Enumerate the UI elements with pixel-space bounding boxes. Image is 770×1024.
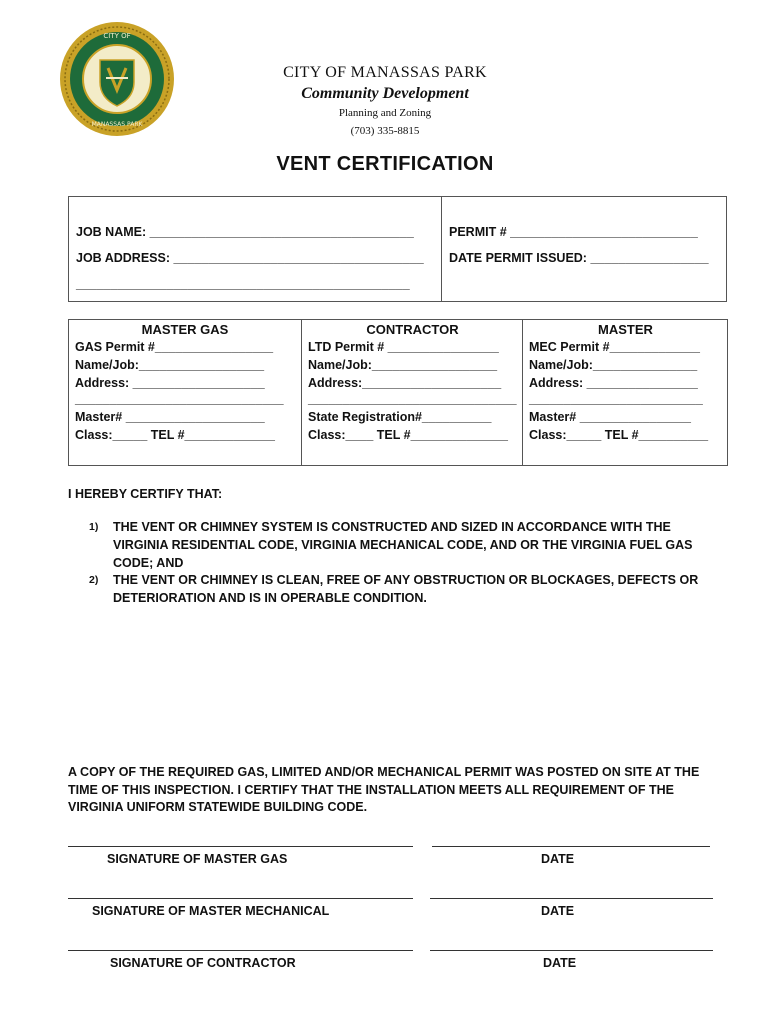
master-gas-class-tel-field[interactable]: Class:_____ TEL #_____________ — [75, 428, 275, 442]
city-name: CITY OF MANASSAS PARK — [283, 64, 487, 81]
signature-line[interactable] — [68, 950, 413, 951]
certify-item-text: THE VENT OR CHIMNEY IS CLEAN, FREE OF ANY OBSTRUCTION OR BLOCKAGES, DEFECTS OR DETERIORATION AND IS IN OPERABLE CONDITION. — [113, 573, 699, 605]
ltd-permit-field[interactable]: LTD Permit # ________________ — [308, 340, 499, 354]
signature-line[interactable] — [68, 898, 413, 899]
job-address-field[interactable]: JOB ADDRESS: ____________________________________ — [76, 251, 424, 265]
gas-permit-field[interactable]: GAS Permit #_________________ — [75, 340, 274, 354]
master-mec-master-number-field[interactable]: Master# ________________ — [529, 410, 691, 424]
master-mec-name-job-field[interactable]: Name/Job:_______________ — [529, 358, 698, 372]
signature-master-gas-label: SIGNATURE OF MASTER GAS — [107, 852, 288, 866]
certify-item-number: 1) — [89, 521, 99, 533]
master-mec-address-field[interactable]: Address: ________________ — [529, 376, 698, 390]
permit-number-field[interactable]: PERMIT # ___________________________ — [449, 225, 698, 239]
signature-line[interactable] — [68, 846, 413, 847]
job-box-divider — [441, 197, 442, 301]
master-gas-master-number-field[interactable]: Master# ____________________ — [75, 410, 265, 424]
master-gas-address-field[interactable]: Address: ___________________ — [75, 376, 265, 390]
certify-item — [89, 571, 719, 607]
master-gas-name-job-field[interactable]: Name/Job:__________________ — [75, 358, 265, 372]
svg-text:CITY OF: CITY OF — [103, 32, 131, 40]
master-gas-address-line2-field[interactable]: ______________________________ — [75, 392, 284, 406]
svg-text:MANASSAS PARK: MANASSAS PARK — [91, 121, 143, 128]
job-name-field[interactable]: JOB NAME: ______________________________________ — [76, 225, 414, 239]
contractor-heading: CONTRACTOR — [366, 322, 459, 337]
date-permit-issued-field[interactable]: DATE PERMIT ISSUED: _________________ — [449, 251, 709, 265]
master-mec-class-tel-field[interactable]: Class:_____ TEL #__________ — [529, 428, 709, 442]
contractor-name-job-field[interactable]: Name/Job:__________________ — [308, 358, 498, 372]
division-name: Planning and Zoning — [338, 107, 432, 119]
date-line[interactable] — [430, 898, 713, 899]
mec-permit-field[interactable]: MEC Permit #_____________ — [529, 340, 700, 354]
job-address-line2-field[interactable]: ________________________________________________ — [76, 277, 410, 291]
signature-master-mechanical-label: SIGNATURE OF MASTER MECHANICAL — [92, 904, 330, 918]
parties-table — [68, 319, 728, 466]
contractor-address-field[interactable]: Address:____________________ — [308, 376, 502, 390]
date-label: DATE — [543, 956, 577, 970]
master-mec-address-line2-field[interactable]: _________________________ — [529, 392, 703, 406]
signature-contractor-label: SIGNATURE OF CONTRACTOR — [110, 956, 296, 970]
certify-intro: I HEREBY CERTIFY THAT: — [68, 487, 223, 501]
date-label: DATE — [541, 904, 575, 918]
state-registration-field[interactable]: State Registration#__________ — [308, 410, 492, 424]
contractor-address-line2-field[interactable]: ______________________________ — [308, 392, 517, 406]
job-info-box — [68, 196, 727, 302]
certify-item — [89, 518, 719, 572]
certify-item-number: 2) — [89, 574, 99, 586]
date-line[interactable] — [430, 950, 713, 951]
master-gas-column — [69, 320, 301, 465]
phone-number: (703) 335-8815 — [350, 125, 420, 137]
master-gas-heading: MASTER GAS — [141, 322, 229, 337]
date-line[interactable] — [432, 846, 710, 847]
permit-posted-statement: A COPY OF THE REQUIRED GAS, LIMITED AND/OR MECHANICAL PERMIT WAS POSTED ON SITE AT THE TIME OF THIS INSPECTION. I CERTIFY THAT THE INSTALLATION MEETS ALL REQUIREMENT OF THE VIRGINIA UNIFORM STATEWIDE BUILDING CODE. — [68, 765, 700, 814]
master-mec-heading: MASTER — [598, 322, 653, 337]
department-name: Community Development — [301, 85, 469, 102]
date-label: DATE — [541, 852, 575, 866]
contractor-column — [301, 320, 523, 465]
certify-item-text: THE VENT OR CHIMNEY SYSTEM IS CONSTRUCTED AND SIZED IN ACCORDANCE WITH THE VIRGINIA RESIDENTIAL CODE, VIRGINIA MECHANICAL CODE, AND OR THE VIRGINIA FUEL GAS CODE; AND — [113, 520, 693, 570]
master-mec-column — [522, 320, 728, 465]
contractor-class-tel-field[interactable]: Class:____ TEL #______________ — [308, 428, 508, 442]
form-title: VENT CERTIFICATION — [276, 153, 494, 175]
